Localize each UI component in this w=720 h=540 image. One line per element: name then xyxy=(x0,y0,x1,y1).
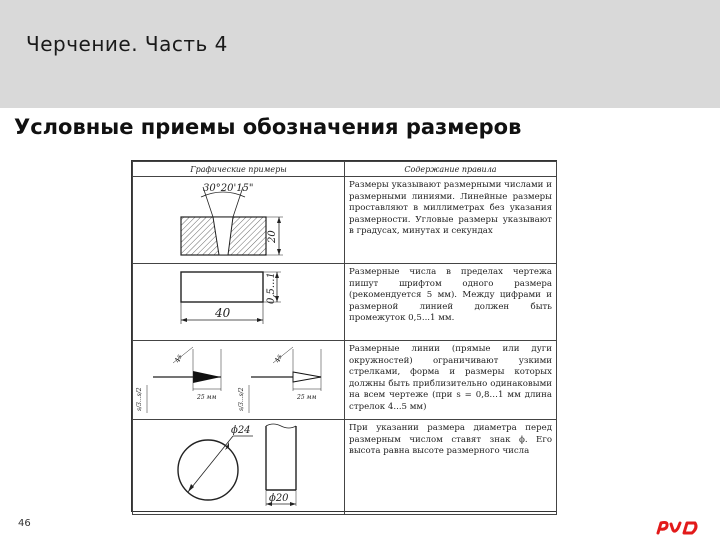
rule-text: Размеры указывают размерными числами и размерными линиями. Линейные размеры проставляют в миллиметрах без указания размерности. Угловые размеры указывают в градусах, минутах и секундах xyxy=(349,180,552,237)
example-arrow-shape xyxy=(133,341,345,420)
rule-text: Размерные линии (прямые или дуги окружностей) ограничивают узкими стрелками, форма и размеры которых должны быть приблизительно одинаковыми на всем чертеже (при s = 0,8…1 мм длина стрелок 4...5 мм) xyxy=(349,344,552,412)
table-row xyxy=(133,420,557,515)
rule-cell xyxy=(345,420,557,515)
scale-label: 25 мм xyxy=(297,394,317,401)
gap-label: 0,5...1 xyxy=(266,272,277,304)
rules-table xyxy=(132,161,557,515)
arrow-length-label: 4s xyxy=(173,353,184,364)
rule-text: Размерные числа в пределах чертежа пишут шрифтом одного размера (рекомендуется 5 мм). Между цифрами и размерной линией должен быть промежуток 0,5...1 мм. xyxy=(349,267,552,324)
table-row xyxy=(133,177,557,264)
rule-cell xyxy=(345,264,557,341)
height-label: 20 xyxy=(267,230,278,243)
cylinder-diameter-label: ϕ20 xyxy=(269,493,289,504)
length-label: 40 xyxy=(215,306,231,320)
rule-cell xyxy=(345,341,557,420)
header-graphic-examples: Графические примеры xyxy=(133,162,345,177)
arrow-length-label: 4s xyxy=(273,353,284,364)
table-header-row xyxy=(133,162,557,177)
slide-number: 46 xyxy=(18,518,31,529)
angle-label: 30°20'15" xyxy=(203,183,254,194)
thickness-label: s/3...s/2 xyxy=(238,387,245,411)
rzd-logo xyxy=(654,518,702,536)
header-rule-content: Содержание правила xyxy=(345,162,557,177)
thickness-label: s/3...s/2 xyxy=(136,387,143,411)
slide-heading: Условные приемы обозначения размеров xyxy=(14,115,522,139)
rule-cell xyxy=(345,177,557,264)
example-angle-dimension xyxy=(133,177,345,264)
table-row xyxy=(133,264,557,341)
deck-title: Черчение. Часть 4 xyxy=(26,32,228,56)
arrow-example-right xyxy=(238,347,321,413)
circle-diameter-label: ϕ24 xyxy=(231,425,251,436)
arrow-example-left xyxy=(136,347,221,413)
example-diameter xyxy=(133,420,345,515)
rule-text: При указании размера диаметра перед размерным числом ставят знак ϕ. Его высота равна высоте размерного числа xyxy=(349,423,552,457)
example-number-spacing xyxy=(133,264,345,341)
scale-label: 25 мм xyxy=(197,394,217,401)
rules-figure xyxy=(131,160,557,512)
table-row xyxy=(133,341,557,420)
